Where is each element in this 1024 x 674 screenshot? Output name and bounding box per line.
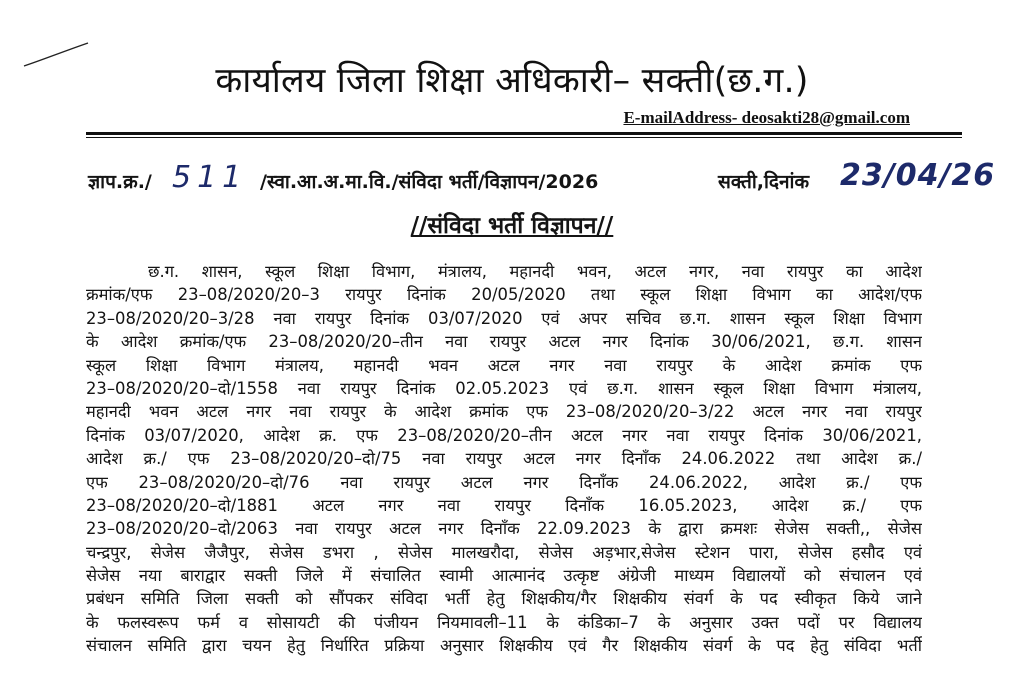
body-line: 23–08/2020/20–दो/2063 नवा रायपुर अटल नगर दिनाँक 22.09.2023 के द्वारा क्रमशः सेजेस सक्ती,, सेजेस — [86, 519, 922, 539]
body-line: प्रबंधन समिति जिला सक्ती को सौंपकर संविदा भर्ती हेतु शिक्षकीय/गैर शिक्षकीय संवर्ग के पद स्वीकृत किये जाने — [86, 589, 922, 609]
memo-row — [88, 158, 996, 202]
memo-number-handwritten: 511 — [172, 160, 248, 195]
body-line: छ.ग. शासन, स्कूल शिक्षा विभाग, मंत्रालय, महानदी भवन, अटल नगर, नवा रायपुर का आदेश — [148, 262, 922, 281]
body-line: के फलस्वरूप फर्म व सोसायटी की पंजीयन नियमावली–11 के कंडिका–7 के अनुसार उक्त पदों पर विद्यालय — [86, 612, 922, 632]
body-line: 23–08/2020/20–3/28 नवा रायपुर दिनांक 03/07/2020 एवं अपर सचिव छ.ग. शासन स्कूल शिक्षा विभाग — [86, 308, 922, 328]
body-line: आदेश क्र./ एफ 23–08/2020/20–दो/75 नवा रायपुर अटल नगर दिनाँक 24.06.2022 तथा आदेश क्र./ — [86, 449, 922, 469]
body-line: चन्द्रपुर, सेजेस जैजैपुर, सेजेस डभरा , सेजेस मालखरौदा, सेजेस अड़भार,सेजेस स्टेशन पारा, सेजेस हसौद एवं — [86, 542, 922, 562]
header-rule-thick — [86, 132, 962, 135]
body-line: संचालन समिति द्वारा चयन हेतु निर्धारित प्रक्रिया अनुसार शिक्षकीय एवं गैर शिक्षकीय संवर्ग के पद हेतु संविदा भर्ती — [86, 636, 922, 656]
email-address: E-mailAddress- deosakti28@gmail.com — [623, 108, 910, 127]
notice-body — [86, 260, 922, 658]
body-line: महानदी भवन अटल नगर नवा रायपुर के आदेश क्रमांक एफ 23–08/2020/20–3/22 अटल नगर नवा रायपुर — [86, 402, 922, 422]
body-line: 23–08/2020/20–दो/1881 अटल नगर नवा रायपुर दिनाँक 16.05.2023, आदेश क्र./ एफ — [86, 495, 922, 515]
header-rule-thin — [86, 137, 962, 138]
memo-reference: /स्वा.आ.अ.मा.वि./संविदा भर्ती/विज्ञापन/2026 — [260, 171, 599, 193]
body-line: दिनांक 03/07/2020, आदेश क्र. एफ 23–08/2020/20–तीन अटल नगर नवा रायपुर दिनांक 30/06/2021, — [86, 425, 922, 445]
memo-prefix: ज्ञाप.क्र./ — [88, 171, 152, 193]
body-line: सेजेस नया बाराद्वार सक्ती जिले में संचालित स्वामी आत्मानंद उत्कृष्ट अंग्रेजी माध्यम विद्यालयों को संचालन एवं — [86, 566, 922, 586]
body-line: एफ 23–08/2020/20–दो/76 नवा रायपुर अटल नगर दिनाँक 24.06.2022, आदेश क्र./ एफ — [86, 472, 922, 492]
date-handwritten: 23/04/26 — [840, 158, 996, 193]
body-line: 23–08/2020/20–दो/1558 नवा रायपुर दिनांक 02.05.2023 एवं छ.ग. शासन स्कूल शिक्षा विभाग मंत्रालय, — [86, 378, 922, 398]
body-line: क्रमांक/एफ 23–08/2020/20–3 रायपुर दिनांक 20/05/2020 तथा स्कूल शिक्षा विभाग का आदेश/एफ — [86, 285, 922, 305]
notice-heading: //संविदा भर्ती विज्ञापन// — [410, 213, 614, 239]
body-line: स्कूल शिक्षा विभाग मंत्रालय, महानदी भवन अटल नगर नवा रायपुर के आदेश क्रमांक एफ — [86, 355, 922, 375]
office-title: कार्यालय जिला शिक्षा अधिकारी– सक्ती(छ.ग.) — [215, 61, 809, 101]
date-label: सक्ती,दिनांक — [718, 171, 810, 193]
body-line: के आदेश क्रमांक/एफ 23–08/2020/20–तीन नवा रायपुर अटल नगर दिनांक 30/06/2021, छ.ग. शासन — [86, 332, 922, 352]
